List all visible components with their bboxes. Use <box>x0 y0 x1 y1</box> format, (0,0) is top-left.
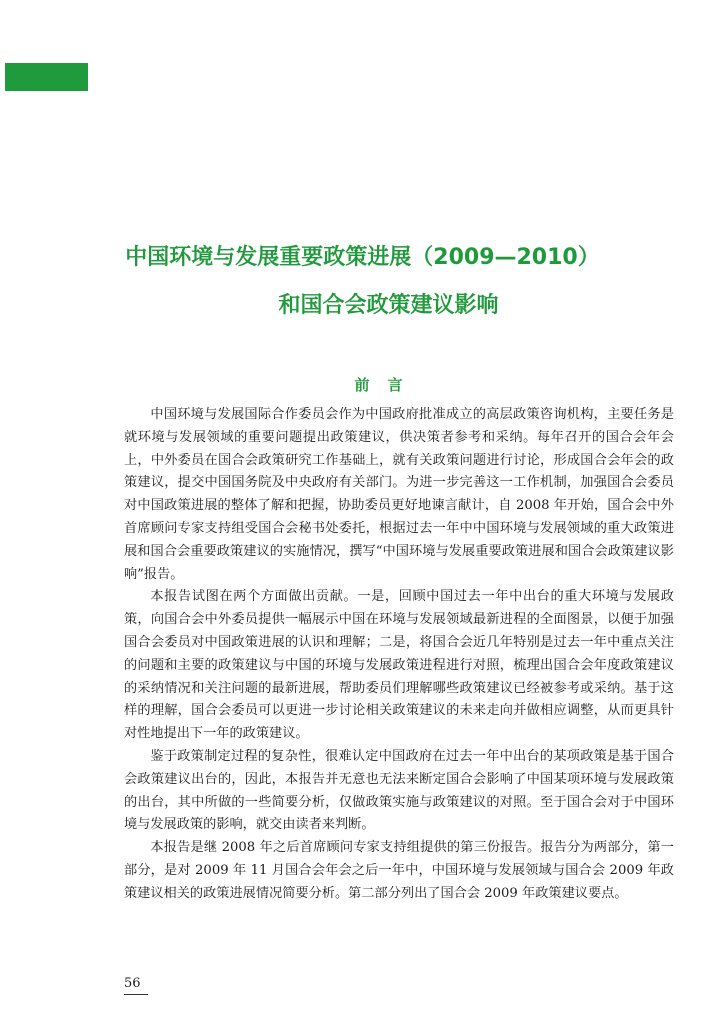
paragraph: 中国环境与发展国际合作委员会作为中国政府批准成立的高层政策咨询机构，主要任务是就环境与发展领域的重要问题提出政策建议，供决策者参考和采纳。每年召开的国合会年会上，中外委员在国合会政策研究工作基础上，就有关政策问题进行讨论，形成国合会年会的政策建议，提交中国国务院及中央政府有关部门。为进一步完善这一工作机制，加强国合会委员对中国政策进展的整体了解和把握，协助委员更好地谏言献计，自 2008 年开始，国合会中外首席顾问专家支持组受国合会秘书处委托，根据过去一年中中国环境与发展领域的重大政策进展和国合会重要政策建议的实施情况，撰写“中国环境与发展重要政策进展和国合会政策建议影响”报告。 <box>124 407 674 582</box>
section-heading: 前言 <box>354 376 421 394</box>
title-line-2: 和国合会政策建议影响 <box>278 293 499 318</box>
document-title <box>0 234 725 330</box>
body-text <box>124 404 674 906</box>
chapter-tab-marker <box>5 63 88 91</box>
paragraph: 鉴于政策制定过程的复杂性，很难认定中国政府在过去一年中出台的某项政策是基于国合会政策建议出台的，因此，本报告并无意也无法来断定国合会影响了中国某项环境与发展政策的出台，其中所做的一些简要分析，仅做政策实施与政策建议的对照。至于国合会对于中国环境与发展政策的影响，就交由读者来判断。 <box>124 748 674 833</box>
paragraph: 本报告试图在两个方面做出贡献。一是，回顾中国过去一年中出台的重大环境与发展政策，向国合会中外委员提供一幅展示中国在环境与发展领域最新进程的全面图景，以便于加强国合会委员对中国政策进展的认识和理解；二是，将国合会近几年特别是过去一年中重点关注的问题和主要的政策建议与中国的环境与发展政策进程进行对照，梳理出国合会年度政策建议的采纳情况和关注问题的最新进展，帮助委员们理解哪些政策建议已经被参考或采纳。基于这样的理解，国合会委员可以更进一步讨论相关政策建议的未来走向并做相应调整，从而更具针对性地提出下一年的政策建议。 <box>124 589 674 742</box>
page-number: 56 <box>124 976 148 995</box>
paragraph: 本报告是继 2008 年之后首席顾问专家支持组提供的第三份报告。报告分为两部分，第一部分，是对 2009 年 11 月国合会年会之后一年中，中国环境与发展领域与国合会 2009 年政策建议相关的政策进展情况简要分析。第二部分列出了国合会 2009 年政策建议要点。 <box>124 840 674 901</box>
title-line-1: 中国环境与发展重要政策进展（2009—2010） <box>125 245 600 270</box>
